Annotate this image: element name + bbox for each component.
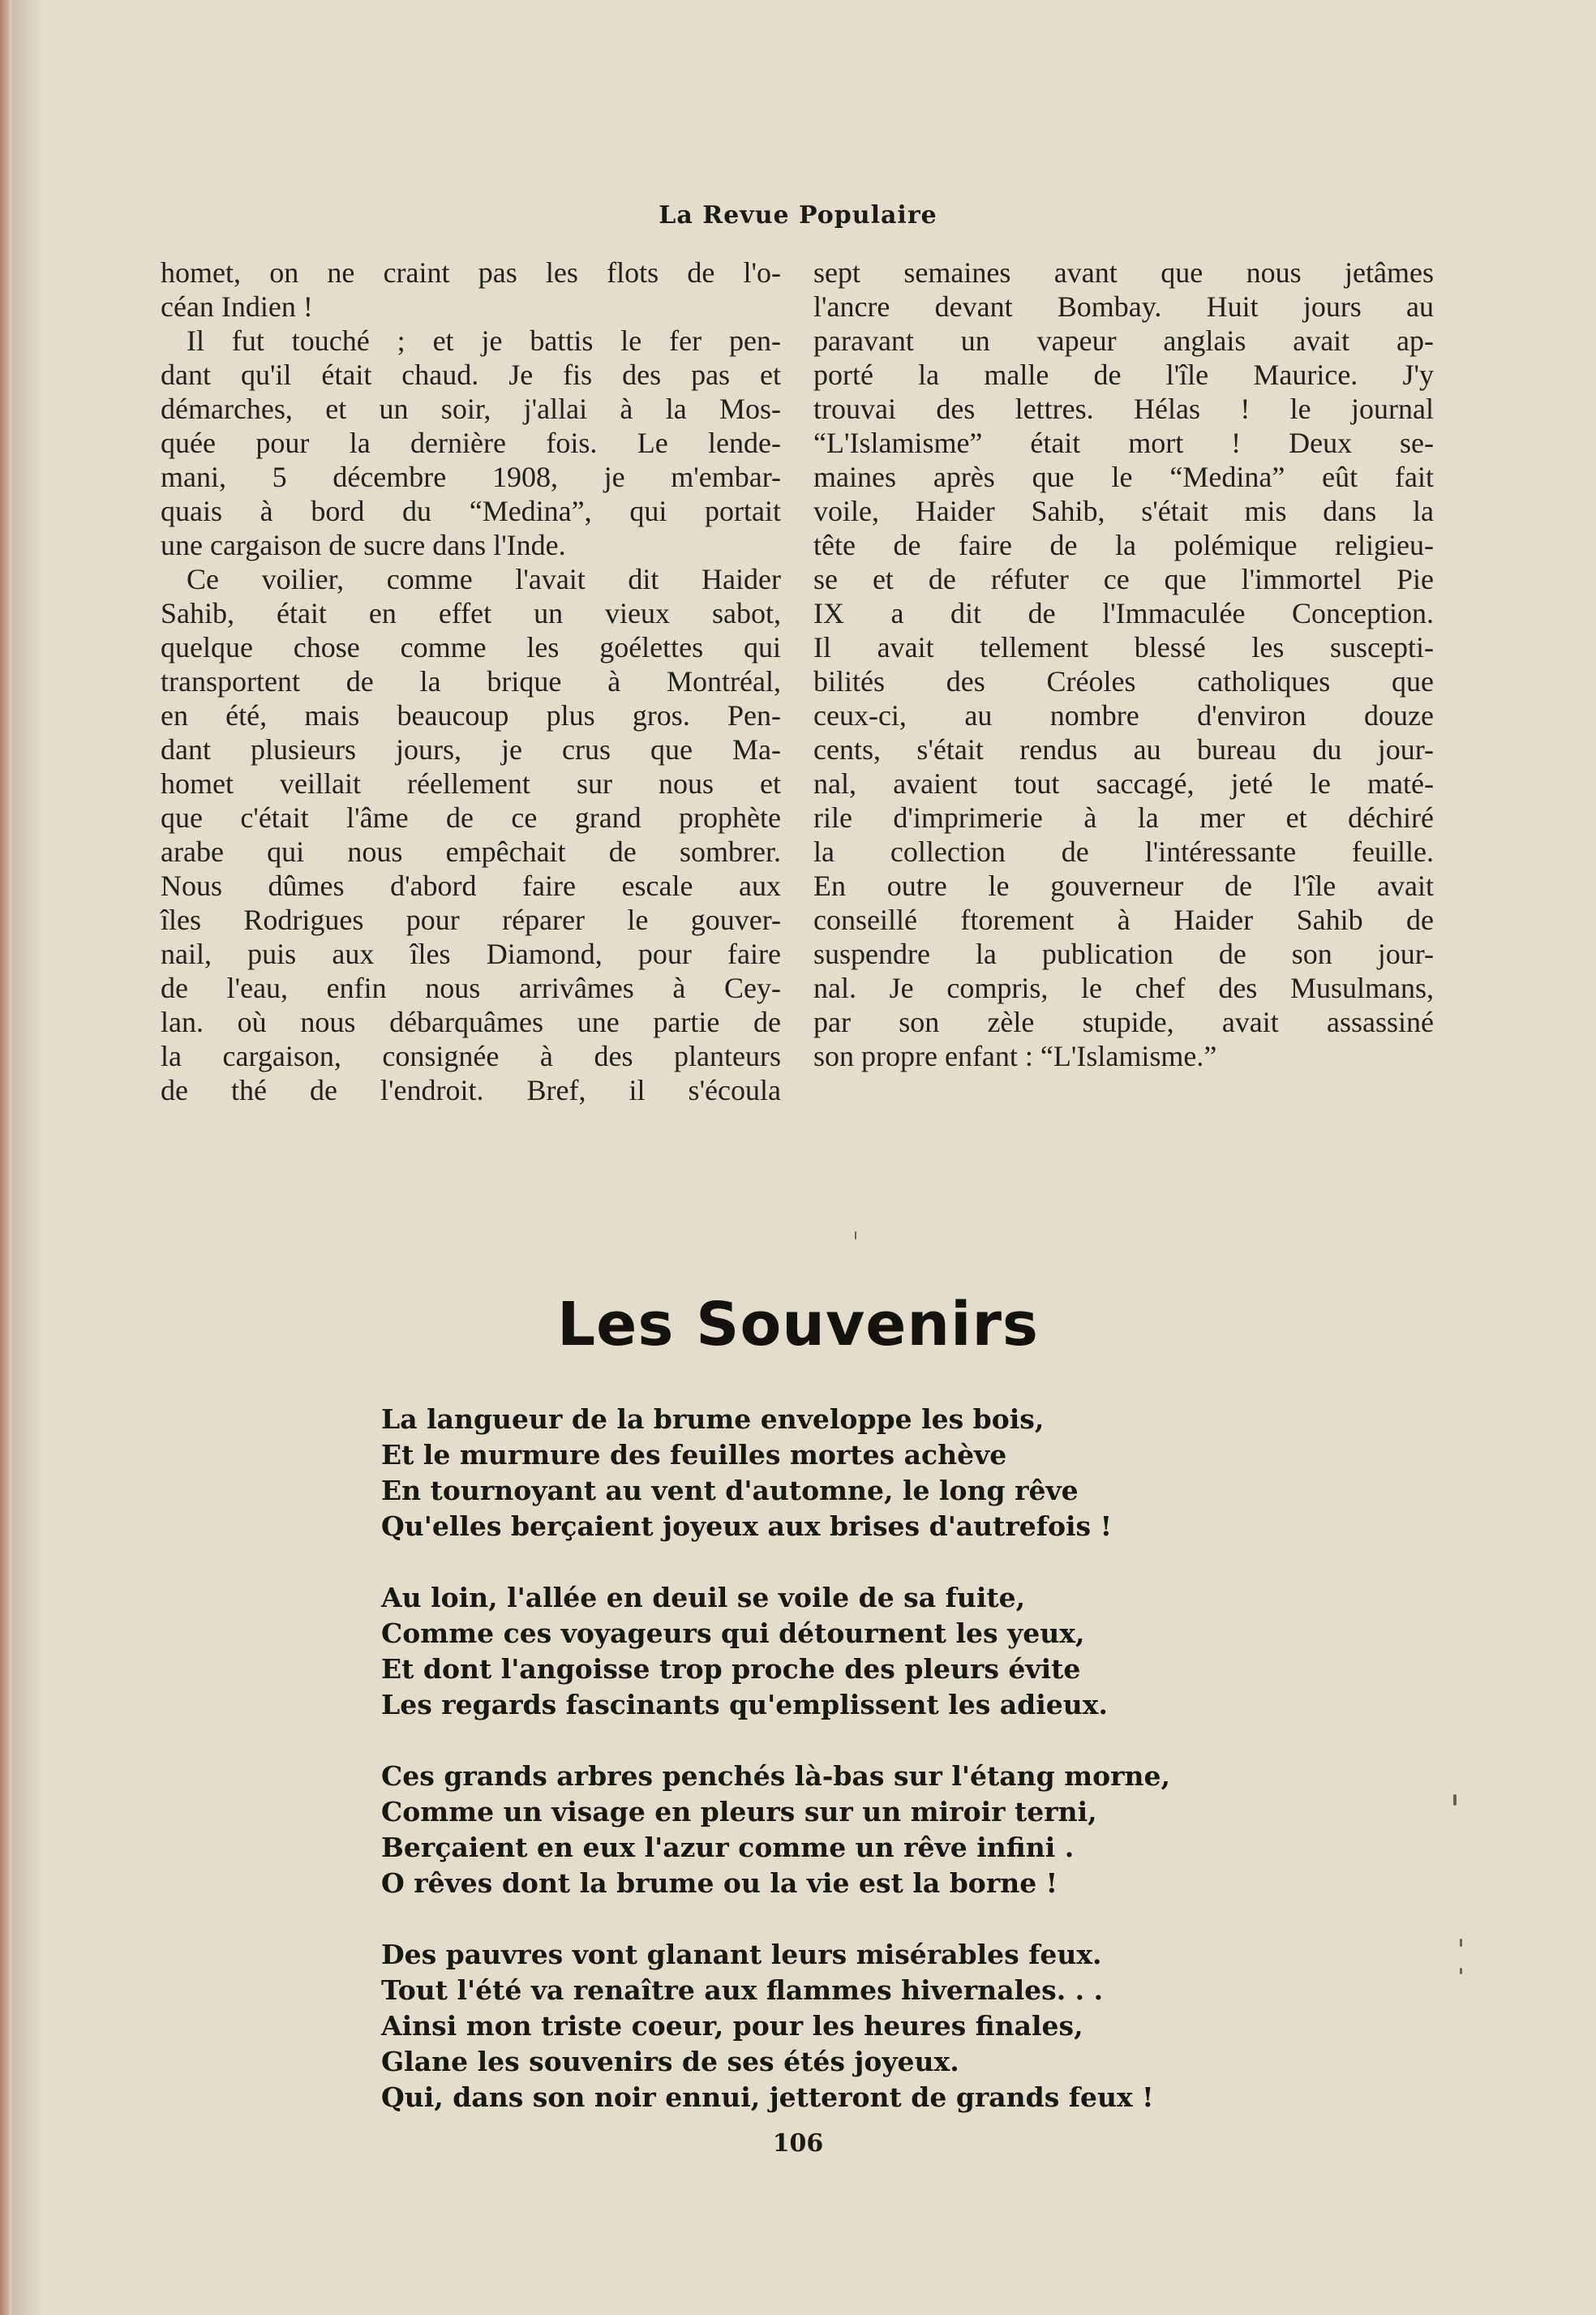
text-line: dant plusieurs jours, je crus que Ma-: [161, 733, 781, 766]
text-line: transportent de la brique à Montréal,: [161, 665, 781, 698]
verse-line: Et dont l'angoisse trop proche des pleurs évite: [381, 1653, 1081, 1685]
verse-line: Des pauvres vont glanant leurs misérables feux.: [381, 1939, 1102, 1970]
verse-line: Qu'elles berçaient joyeux aux brises d'autrefois !: [381, 1510, 1113, 1542]
text-line: cents, s'était rendus au bureau du jour-: [813, 733, 1434, 766]
verse-line: La langueur de la brume enveloppe les bois,: [381, 1403, 1045, 1435]
gutter-shadow: [11, 0, 44, 2315]
text-line: de l'eau, enfin nous arrivâmes à Cey-: [161, 972, 781, 1004]
text-line: porté la malle de l'île Maurice. J'y: [813, 359, 1434, 391]
text-line: îles Rodrigues pour réparer le gouver-: [161, 904, 781, 936]
text-line: Ce voilier, comme l'avait dit Haider: [187, 563, 781, 595]
text-line: nal, avaient tout saccagé, jeté le maté-: [813, 767, 1434, 800]
stanza: [381, 1402, 1273, 1544]
verse-line: Comme ces voyageurs qui détournent les yeux,: [381, 1617, 1085, 1649]
text-line: de thé de l'endroit. Bref, il s'écoula: [161, 1074, 781, 1106]
verse-line: Comme un visage en pleurs sur un miroir terni,: [381, 1796, 1097, 1828]
text-line: nal. Je compris, le chef des Musulmans,: [813, 972, 1434, 1004]
text-line: conseillé ftorement à Haider Sahib de: [813, 904, 1434, 936]
text-line: en été, mais beaucoup plus gros. Pen-: [161, 699, 781, 732]
right-column: [813, 256, 1434, 1073]
text-line: sept semaines avant que nous jetâmes: [813, 256, 1434, 289]
poem: [381, 1402, 1273, 2151]
text-line: mani, 5 décembre 1908, je m'embar-: [161, 461, 781, 493]
text-line: Nous dûmes d'abord faire escale aux: [161, 870, 781, 902]
text-line: l'ancre devant Bombay. Huit jours au: [813, 290, 1434, 323]
verse-line: Ainsi mon triste coeur, pour les heures finales,: [381, 2010, 1083, 2042]
verse-line: En tournoyant au vent d'automne, le long rêve: [381, 1475, 1079, 1506]
verse-line: Et le murmure des feuilles mortes achève: [381, 1439, 1007, 1471]
text-line: paravant un vapeur anglais avait ap-: [813, 324, 1434, 357]
text-line: trouvai des lettres. Hélas ! le journal: [813, 393, 1434, 425]
text-line: se et de réfuter ce que l'immortel Pie: [813, 563, 1434, 595]
text-line: quée pour la dernière fois. Le lende-: [161, 427, 781, 459]
text-line: homet veillait réellement sur nous et: [161, 767, 781, 800]
poem-title: Les Souvenirs: [557, 1290, 1039, 1359]
text-line: son propre enfant : “L'Islamisme.”: [813, 1040, 1217, 1072]
verse-line: O rêves dont la brume ou la vie est la borne !: [381, 1867, 1058, 1899]
text-line: suspendre la publication de son jour-: [813, 938, 1434, 970]
page-number: 106: [772, 2129, 824, 2158]
stanza: [381, 1580, 1273, 1723]
verse-line: Au loin, l'allée en deuil se voile de sa fuite,: [381, 1582, 1026, 1613]
text-line: IX a dit de l'Immaculée Conception.: [813, 597, 1434, 629]
text-line: par son zèle stupide, avait assassiné: [813, 1006, 1434, 1038]
verse-line: Qui, dans son noir ennui, jetteront de grands feux !: [381, 2081, 1154, 2113]
stanza: [381, 1759, 1273, 1901]
text-line: la collection de l'intéressante feuille.: [813, 835, 1434, 868]
text-line: bilités des Créoles catholiques que: [813, 665, 1434, 698]
text-line: une cargaison de sucre dans l'Inde.: [161, 529, 566, 561]
left-column: [161, 256, 781, 1107]
text-line: céan Indien !: [161, 290, 313, 323]
paper-speck: [1453, 1794, 1457, 1806]
running-head: La Revue Populaire: [659, 201, 937, 230]
text-line: quais à bord du “Medina”, qui portait: [161, 495, 781, 527]
text-line: quelque chose comme les goélettes qui: [161, 631, 781, 664]
verse-line: Berçaient en eux l'azur comme un rêve infini .: [381, 1832, 1075, 1863]
paper-speck: [1460, 1939, 1462, 1947]
verse-line: Ces grands arbres penchés là-bas sur l'étang morne,: [381, 1760, 1171, 1792]
text-line: démarches, et un soir, j'allai à la Mos-: [161, 393, 781, 425]
text-line: que c'était l'âme de ce grand prophète: [161, 801, 781, 834]
verse-line: Tout l'été va renaître aux flammes hivernales. . .: [381, 1974, 1104, 2006]
text-line: lan. où nous débarquâmes une partie de: [161, 1006, 781, 1038]
text-line: rile d'imprimerie à la mer et déchiré: [813, 801, 1434, 834]
text-line: voile, Haider Sahib, s'était mis dans la: [813, 495, 1434, 527]
paper-speck: [1460, 1968, 1462, 1974]
text-line: homet, on ne craint pas les flots de l'o-: [161, 256, 781, 289]
paper-speck: [855, 1231, 856, 1239]
stanza: [381, 1937, 1273, 2115]
verse-line: Glane les souvenirs de ses étés joyeux.: [381, 2046, 959, 2077]
text-line: tête de faire de la polémique religieu-: [813, 529, 1434, 561]
text-line: la cargaison, consignée à des planteurs: [161, 1040, 781, 1072]
text-line: “L'Islamisme” était mort ! Deux se-: [813, 427, 1434, 459]
text-line: Sahib, était en effet un vieux sabot,: [161, 597, 781, 629]
text-line: nail, puis aux îles Diamond, pour faire: [161, 938, 781, 970]
text-line: En outre le gouverneur de l'île avait: [813, 870, 1434, 902]
text-line: ceux-ci, au nombre d'environ douze: [813, 699, 1434, 732]
text-line: maines après que le “Medina” eût fait: [813, 461, 1434, 493]
binding-edge: [0, 0, 11, 2315]
verse-line: Les regards fascinants qu'emplissent les adieux.: [381, 1689, 1108, 1720]
text-line: dant qu'il était chaud. Je fis des pas et: [161, 359, 781, 391]
text-line: Il fut touché ; et je battis le fer pen-: [187, 324, 781, 357]
text-line: arabe qui nous empêchait de sombrer.: [161, 835, 781, 868]
text-line: Il avait tellement blessé les suscepti-: [813, 631, 1434, 664]
